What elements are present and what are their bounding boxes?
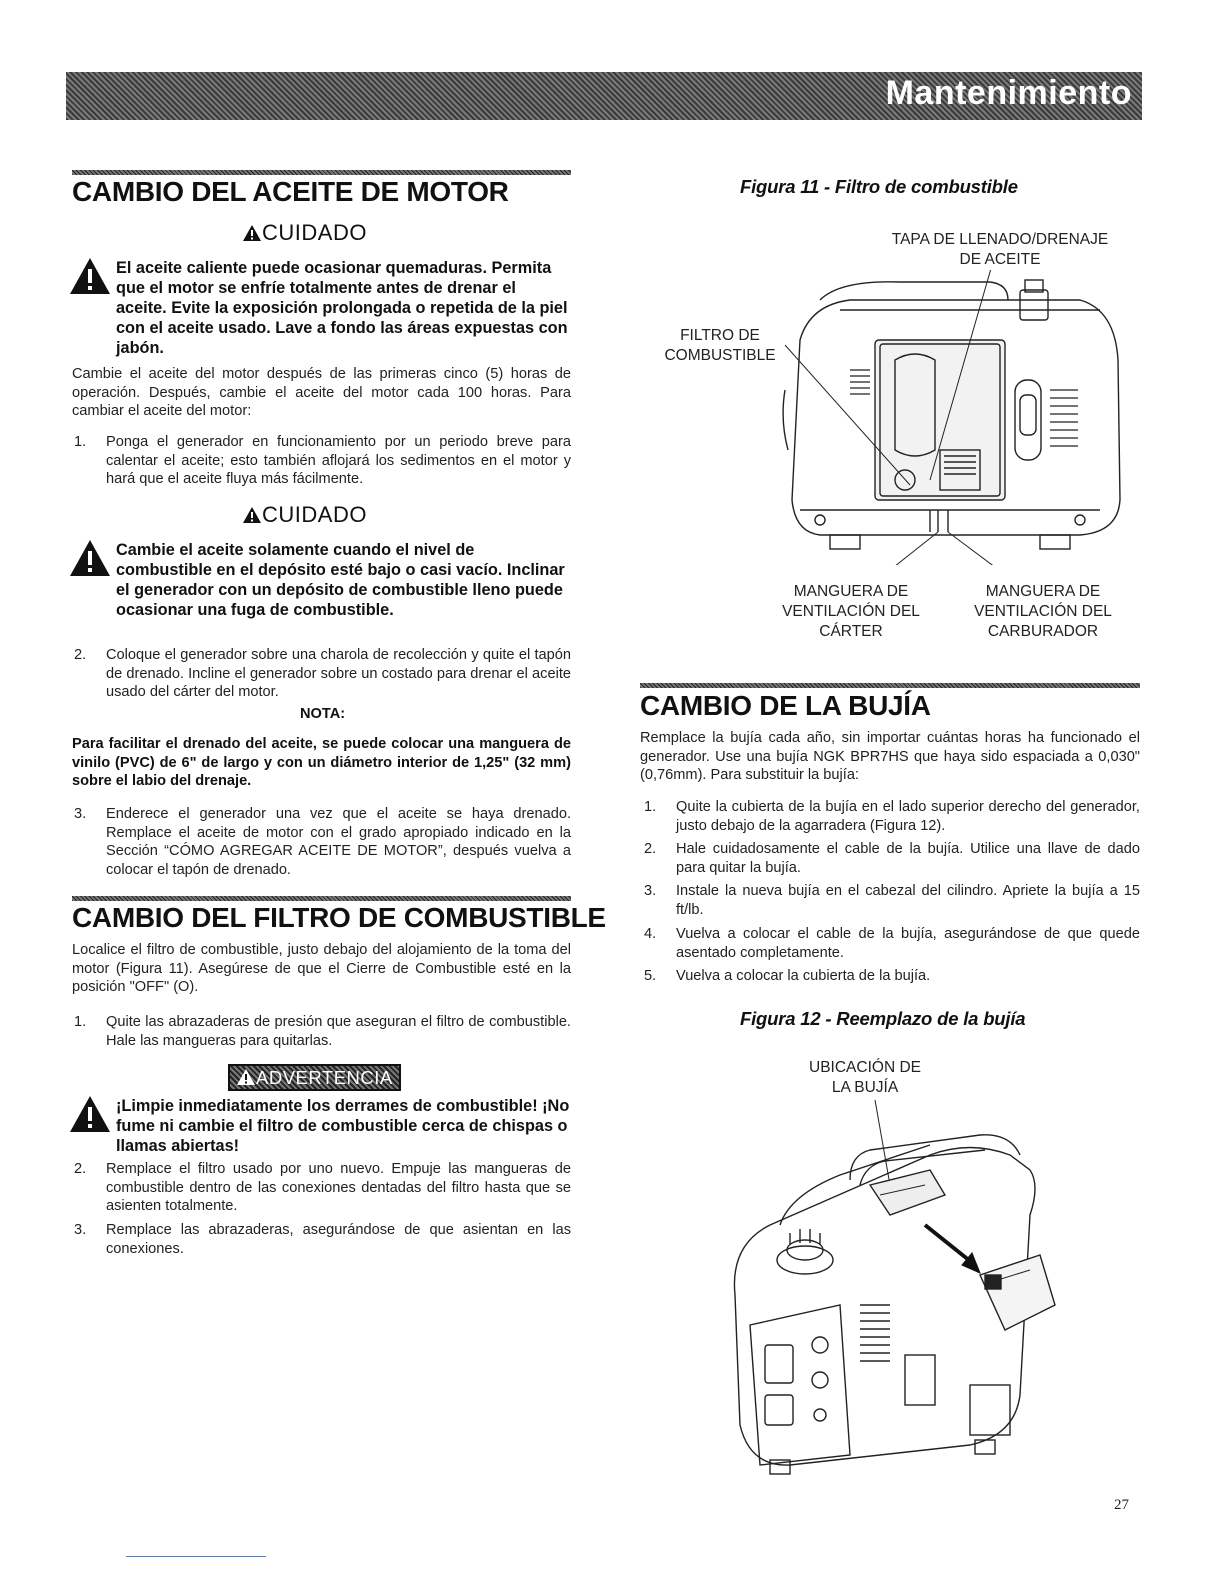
- list-text: Enderece el generador una vez que el aceite se haya drenado. Remplace el aceite de motor con el grado apropiado indicado en la Sección “CÓMO AGREGAR ACEITE DE MOTOR”, después vuelva a colocar el tapón de drenado.: [106, 806, 571, 878]
- caution-text: Cambie el aceite solamente cuando el nivel de combustible en el depósito esté bajo o casi vacío. Inclinar el generador con un depósito de combustible lleno puede ocasionar una fuga de combustible.: [116, 541, 565, 619]
- list-text: Vuelva a colocar la cubierta de la bujía.: [676, 968, 931, 984]
- list-number: 4.: [644, 926, 657, 942]
- section-rule: [72, 170, 571, 175]
- spark-plug-title: CAMBIO DE LA BUJÍA: [640, 690, 931, 721]
- figure-11-caption: Figura 11 - Filtro de combustible: [740, 176, 1018, 197]
- figure-12-caption: Figura 12 - Reemplazo de la bujía: [740, 1008, 1026, 1029]
- list-number: 3.: [74, 806, 87, 822]
- list-number: 3.: [74, 1222, 87, 1238]
- note-label: NOTA:: [300, 706, 346, 722]
- list-number: 1.: [644, 799, 657, 815]
- caution-text-block: [116, 540, 571, 620]
- warning-triangle-icon: [242, 224, 262, 242]
- callout-fill-cap: TAPA DE LLENADO/DRENAJE DE ACEITE: [891, 231, 1109, 268]
- list-number: 2.: [74, 647, 87, 663]
- list-item: [644, 882, 1140, 919]
- oil-change-intro: Cambie el aceite del motor después de las primeras cinco (5) horas de operación. Después, cambie el aceite del motor cada 100 horas. Para cambiar el aceite del motor:: [72, 366, 571, 419]
- list-number: 1.: [74, 1014, 87, 1030]
- fuel-filter-intro: Localice el filtro de combustible, justo debajo del alojamiento de la toma del motor (Figura 11). Asegúrese de que el Cierre de Combustible esté en la posición "OFF" (O).: [72, 942, 571, 995]
- note-text: Para facilitar el drenado del aceite, se puede colocar una manguera de vinilo (PVC) de 6" de largo y con un diámetro interior de 1,25" (32 mm) sobre el labio del drenaje.: [72, 736, 571, 789]
- callout-crankcase-hose: MANGUERA DE VENTILACIÓN DEL CÁRTER: [782, 583, 920, 640]
- list-item: [74, 433, 571, 489]
- list-number: 2.: [644, 841, 657, 857]
- section-header-title: Mantenimiento: [885, 74, 1132, 112]
- warning-badge: [228, 1064, 401, 1091]
- caution-text: El aceite caliente puede ocasionar quemaduras. Permita que el motor se enfríe totalmente antes de drenar el aceite. Evite la exposición prolongada o repetida de la piel con el aceite usado. Lave a fondo las áreas expuestas con jabón.: [116, 259, 568, 357]
- list-text: Remplace el filtro usado por uno nuevo. Empuje las mangueras de combustible dentro de las conexiones dentadas del filtro hasta que se asienten totalmente.: [106, 1161, 571, 1214]
- caution-label: CUIDADO: [262, 502, 367, 527]
- caution-text-block: [116, 258, 571, 358]
- warning-text: ¡Limpie inmediatamente los derrames de combustible! ¡No fume ni cambie el filtro de combustible cerca de chispas o llamas abiertas!: [116, 1097, 570, 1155]
- list-number: 2.: [74, 1161, 87, 1177]
- list-number: 1.: [74, 434, 87, 450]
- caution-heading: [242, 220, 367, 246]
- list-text: Quite las abrazaderas de presión que aseguran el filtro de combustible. Hale las mangueras para quitarlas.: [106, 1014, 571, 1049]
- spark-plug-intro: Remplace la bujía cada año, sin importar cuántas horas ha funcionado el generador. Use una bujía NGK BPR7HS que haya sido espaciada a 0,030" (0,76mm). Para substituir la bujía:: [640, 730, 1140, 783]
- callout-spark-plug-location: UBICACIÓN DE LA BUJÍA: [809, 1059, 921, 1096]
- warning-text-block: [116, 1096, 571, 1156]
- list-number: 5.: [644, 968, 657, 984]
- list-text: Coloque el generador sobre una charola de recolección y quite el tapón de drenado. Incline el generador sobre un costado para drenar el aceite usado del cárter del motor.: [106, 647, 571, 700]
- list-item: [644, 798, 1140, 835]
- list-item: [74, 1160, 571, 1216]
- warning-triangle-icon: [242, 506, 262, 524]
- list-item: [644, 840, 1140, 877]
- callout-carburetor-hose: MANGUERA DE VENTILACIÓN DEL CARBURADOR: [974, 583, 1112, 640]
- footer-line: [126, 1556, 266, 1557]
- caution-heading: [242, 502, 367, 528]
- list-text: Remplace las abrazaderas, asegurándose de que asientan en las conexiones.: [106, 1222, 571, 1257]
- list-item: [74, 1221, 571, 1258]
- warning-triangle-icon: [68, 538, 112, 578]
- warning-label: ADVERTENCIA: [256, 1067, 393, 1088]
- page-number: 27: [1114, 1497, 1129, 1513]
- list-number: 3.: [644, 883, 657, 899]
- warning-triangle-icon: [236, 1068, 256, 1086]
- oil-change-title: CAMBIO DEL ACEITE DE MOTOR: [72, 176, 509, 207]
- list-text: Instale la nueva bujía en el cabezal del cilindro. Apriete la bujía a 15 ft/lb.: [676, 883, 1140, 918]
- list-text: Quite la cubierta de la bujía en el lado superior derecho del generador, justo debajo de la agarradera (Figura 12).: [676, 799, 1140, 834]
- figure-12-generator-illustration: [730, 1095, 1060, 1480]
- list-item: [74, 805, 571, 879]
- warning-triangle-icon: [68, 1094, 112, 1134]
- warning-triangle-icon: [68, 256, 112, 296]
- list-text: Vuelva a colocar el cable de la bujía, asegurándose de que quede asentado completamente.: [676, 926, 1140, 961]
- figure-11-generator-illustration: [780, 270, 1125, 565]
- section-header-bar: [66, 72, 1142, 120]
- section-rule: [640, 683, 1140, 688]
- list-text: Ponga el generador en funcionamiento por un periodo breve para calentar el aceite; esto también aflojará los sedimentos en el motor y hará que el aceite fluya más fácilmente.: [106, 434, 571, 487]
- list-item: [644, 967, 1140, 986]
- list-item: [74, 1013, 571, 1050]
- caution-label: CUIDADO: [262, 220, 367, 245]
- list-item: [644, 925, 1140, 962]
- section-rule: [72, 896, 571, 901]
- callout-fuel-filter: FILTRO DE COMBUSTIBLE: [664, 327, 776, 364]
- list-text: Hale cuidadosamente el cable de la bujía. Utilice una llave de dado para quitar la bujía.: [676, 841, 1140, 876]
- fuel-filter-title: CAMBIO DEL FILTRO DE COMBUSTIBLE: [72, 902, 606, 933]
- list-item: [74, 646, 571, 702]
